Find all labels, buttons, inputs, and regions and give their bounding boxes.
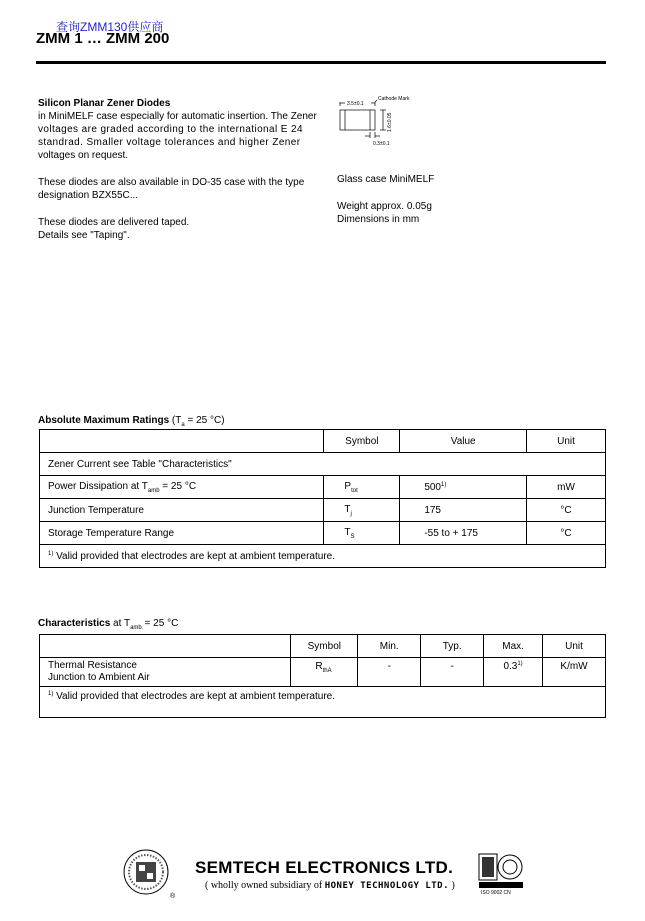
header-cell: Value: [400, 430, 527, 453]
package-weight: Weight approx. 0.05g: [337, 201, 432, 212]
header-cell: Min.: [358, 635, 421, 658]
intro-heading: Silicon Planar Zener Diodes: [38, 98, 171, 109]
param-cell: Power Dissipation at $T_{amb} = 25$ °C: [40, 476, 324, 499]
header-cell: Unit: [543, 635, 606, 658]
table-header-row: [40, 635, 606, 658]
characteristics-heading: [38, 617, 178, 635]
table-row: [40, 476, 606, 499]
unit-cell: °C: [527, 499, 606, 522]
dim-band: 0.3±0.1: [373, 141, 390, 147]
param-cell: Junction Temperature: [40, 499, 324, 522]
max-cell: 0.3$^{1)}$: [484, 658, 543, 687]
characteristics-title: Characteristics: [38, 618, 111, 629]
abs-max-condition-sub: a: [181, 422, 185, 428]
intro-line: designation BZX55C...: [38, 190, 139, 201]
iso-label: ISO 9002 CN: [481, 890, 511, 896]
package-drawing: [335, 92, 445, 152]
footnote-cell: $^{1)}$ Valid provided that electrodes are kept at ambient temperature.: [40, 545, 606, 568]
header-cell: Symbol: [291, 635, 358, 658]
characteristics-condition: at T: [110, 618, 131, 629]
symbol-cell: $R_{thA}$: [291, 658, 358, 687]
intro-line: These diodes are also available in DO-35 case with the type: [38, 177, 305, 188]
table-row: [40, 453, 606, 476]
package-dimensions-note: Dimensions in mm: [337, 214, 420, 225]
unit-cell: mW: [527, 476, 606, 499]
footnote-cell: $^{1)}$ Valid provided that electrodes are kept at ambient temperature.: [40, 687, 606, 718]
footnote-row: [40, 545, 606, 568]
package-case: Glass case MiniMELF: [337, 174, 435, 185]
characteristics-condition-end: = 25 °C: [141, 618, 179, 629]
table-row: [40, 499, 606, 522]
abs-max-title: Absolute Maximum Ratings: [38, 415, 170, 426]
intro-line: standrad. Smaller voltage tolerances and higher Zener: [38, 137, 301, 148]
characteristics-condition-sub: amb: [130, 625, 142, 631]
header-cell: [40, 430, 324, 453]
company-subsidiary: ( wholly owned subsidiary of HONEY TECHNOLOGY LTD. ): [205, 880, 455, 891]
intro-line: Details see "Taping".: [38, 230, 130, 241]
header-cell: Typ.: [421, 635, 484, 658]
cathode-mark-label: Cathode Mark: [378, 96, 410, 102]
supplier-link[interactable]: 查询ZMM130供应商: [56, 20, 164, 34]
title-rule: [36, 61, 606, 64]
page-title: ZMM 1 … ZMM 200: [36, 30, 170, 47]
abs-max-condition-end: = 25 °C): [184, 415, 225, 426]
intro-line: voltages are graded according to the international E 24: [38, 124, 303, 135]
registered-mark: ®: [170, 893, 176, 900]
header-cell: Max.: [484, 635, 543, 658]
dim-length: 3.5±0.1: [347, 101, 364, 107]
symbol-cell: $T_j$: [324, 499, 400, 522]
dim-diameter: 1.6±0.05: [387, 112, 393, 132]
intro-block: [38, 97, 317, 242]
abs-max-condition: (T: [171, 415, 182, 426]
param-cell: Thermal Resistance Junction to Ambient Air: [40, 658, 291, 687]
parent-company: HONEY TECHNOLOGY LTD.: [324, 881, 450, 891]
header-cell: Symbol: [324, 430, 400, 453]
intro-line: in MiniMELF case especially for automatic insertion. The Zener: [38, 111, 317, 122]
symbol-cell: $T_S$: [324, 522, 400, 545]
abs-max-table: [39, 429, 606, 568]
iso-certification-icon: [478, 852, 524, 896]
intro-line: These diodes are delivered taped.: [38, 217, 190, 228]
min-cell: -: [358, 658, 421, 687]
table-row: [40, 522, 606, 545]
value-cell: -55 to + 175: [400, 522, 527, 545]
unit-cell: K/mW: [543, 658, 606, 687]
param-cell: Storage Temperature Range: [40, 522, 324, 545]
header-cell: Unit: [527, 430, 606, 453]
intro-line: voltages on request.: [38, 150, 129, 161]
semtech-logo-icon: [120, 848, 180, 900]
unit-cell: °C: [527, 522, 606, 545]
typ-cell: -: [421, 658, 484, 687]
param-cell: Zener Current see Table "Characteristics": [40, 453, 606, 476]
symbol-cell: $P_{tot}$: [324, 476, 400, 499]
table-header-row: [40, 430, 606, 453]
header-cell: [40, 635, 291, 658]
value-cell: 500$^{1)}$: [400, 476, 527, 499]
table-row: [40, 658, 606, 687]
value-cell: 175: [400, 499, 527, 522]
characteristics-table: [39, 634, 606, 718]
company-name: SEMTECH ELECTRONICS LTD.: [195, 858, 454, 877]
footnote-row: [40, 687, 606, 718]
